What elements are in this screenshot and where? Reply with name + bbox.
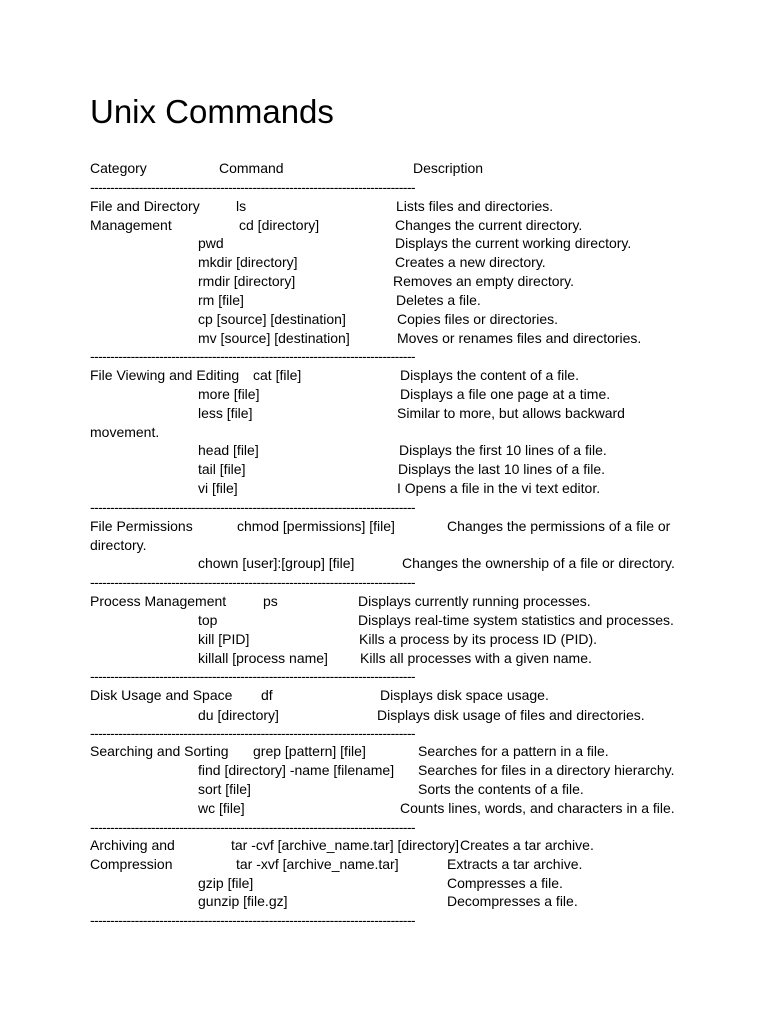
command-cell: killall [process name]	[198, 650, 328, 666]
description-cell: Displays a file one page at a time.	[400, 386, 611, 402]
description-cell: Similar to more, but allows backward	[397, 405, 625, 421]
command-cell: vi [file]	[198, 480, 238, 496]
command-cell: ls	[236, 198, 247, 214]
command-cell: head [file]	[198, 442, 259, 458]
description-cell: Decompresses a file.	[447, 893, 578, 909]
description-cell: Removes an empty directory.	[393, 273, 575, 289]
description-cell: Displays the content of a file.	[400, 367, 579, 383]
description-cell: Displays disk usage of files and directories.	[377, 707, 645, 723]
command-cell: top	[198, 612, 218, 628]
description-cell: Compresses a file.	[447, 875, 563, 891]
description-cell: I Opens a file in the vi text editor.	[397, 480, 601, 496]
command-cell: mv [source] [destination]	[198, 330, 350, 346]
description-cell: Deletes a file.	[396, 292, 481, 308]
command-cell: cd [directory]	[239, 217, 320, 233]
description-cell: Searches for a pattern in a file.	[418, 743, 609, 759]
command-cell: grep [pattern] [file]	[253, 743, 366, 759]
description-cell: Changes the ownership of a file or directory.	[402, 555, 675, 571]
category-label: File and Directory	[90, 198, 200, 214]
category-label: Searching and Sorting	[90, 743, 229, 759]
separator: --------------------------------------------------------------------------------	[90, 577, 415, 587]
description-wrap: movement.	[90, 424, 160, 440]
description-cell: Extracts a tar archive.	[447, 856, 583, 872]
category-label: File Viewing and Editing	[90, 367, 240, 383]
command-cell: kill [PID]	[198, 631, 250, 647]
header-command: Command	[219, 160, 284, 176]
command-cell: du [directory]	[198, 707, 279, 723]
description-cell: Displays the first 10 lines of a file.	[399, 442, 607, 458]
category-label: Archiving and	[90, 837, 175, 853]
header-description: Description	[413, 160, 484, 176]
description-cell: Moves or renames files and directories.	[397, 330, 642, 346]
command-cell: tar -cvf [archive_name.tar] [directory]	[231, 837, 459, 853]
command-cell: chmod [permissions] [file]	[237, 518, 395, 534]
command-cell: gzip [file]	[198, 875, 254, 891]
separator: --------------------------------------------------------------------------------	[90, 671, 415, 681]
command-cell: pwd	[198, 235, 224, 251]
command-cell: rm [file]	[198, 292, 244, 308]
page-title: Unix Commands	[90, 93, 334, 130]
separator: --------------------------------------------------------------------------------	[90, 728, 415, 738]
description-cell: Changes the current directory.	[395, 217, 583, 233]
command-cell: find [directory] -name [filename]	[198, 762, 395, 778]
command-cell: mkdir [directory]	[198, 254, 298, 270]
description-cell: Kills all processes with a given name.	[360, 650, 592, 666]
command-cell: tail [file]	[198, 461, 246, 477]
separator: --------------------------------------------------------------------------------	[90, 502, 415, 512]
description-cell: Counts lines, words, and characters in a file.	[400, 800, 675, 816]
description-cell: Creates a tar archive.	[460, 837, 594, 853]
description-cell: Displays the current working directory.	[395, 235, 632, 251]
command-cell: more [file]	[198, 386, 260, 402]
command-cell: wc [file]	[198, 800, 245, 816]
command-cell: chown [user]:[group] [file]	[198, 555, 355, 571]
category-label: Compression	[90, 856, 173, 872]
command-cell: cat [file]	[253, 367, 302, 383]
description-cell: Creates a new directory.	[395, 254, 546, 270]
description-cell: Copies files or directories.	[397, 311, 559, 327]
separator: --------------------------------------------------------------------------------	[90, 182, 415, 192]
command-cell: ps	[263, 593, 278, 609]
command-cell: less [file]	[198, 405, 253, 421]
description-cell: Lists files and directories.	[396, 198, 554, 214]
description-cell: Displays currently running processes.	[358, 593, 591, 609]
description-cell: Displays real-time system statistics and processes.	[358, 612, 674, 628]
header-category: Category	[90, 160, 147, 176]
separator: --------------------------------------------------------------------------------	[90, 822, 415, 832]
category-label: File Permissions	[90, 518, 193, 534]
command-cell: gunzip [file.gz]	[198, 893, 288, 909]
separator: --------------------------------------------------------------------------------	[90, 915, 415, 925]
command-cell: df	[261, 687, 273, 703]
category-label: Management	[90, 217, 172, 233]
command-cell: rmdir [directory]	[198, 273, 296, 289]
command-cell: sort [file]	[198, 781, 251, 797]
command-cell: tar -xvf [archive_name.tar]	[236, 856, 399, 872]
separator: --------------------------------------------------------------------------------	[90, 351, 415, 361]
description-cell: Sorts the contents of a file.	[418, 781, 584, 797]
description-wrap: directory.	[90, 537, 147, 553]
description-cell: Searches for files in a directory hierarchy.	[418, 762, 675, 778]
description-cell: Displays the last 10 lines of a file.	[398, 461, 605, 477]
category-label: Disk Usage and Space	[90, 687, 233, 703]
category-label: Process Management	[90, 593, 227, 609]
description-cell: Displays disk space usage.	[380, 687, 549, 703]
description-cell: Kills a process by its process ID (PID).	[359, 631, 598, 647]
command-cell: cp [source] [destination]	[198, 311, 346, 327]
description-cell: Changes the permissions of a file or	[447, 518, 671, 534]
